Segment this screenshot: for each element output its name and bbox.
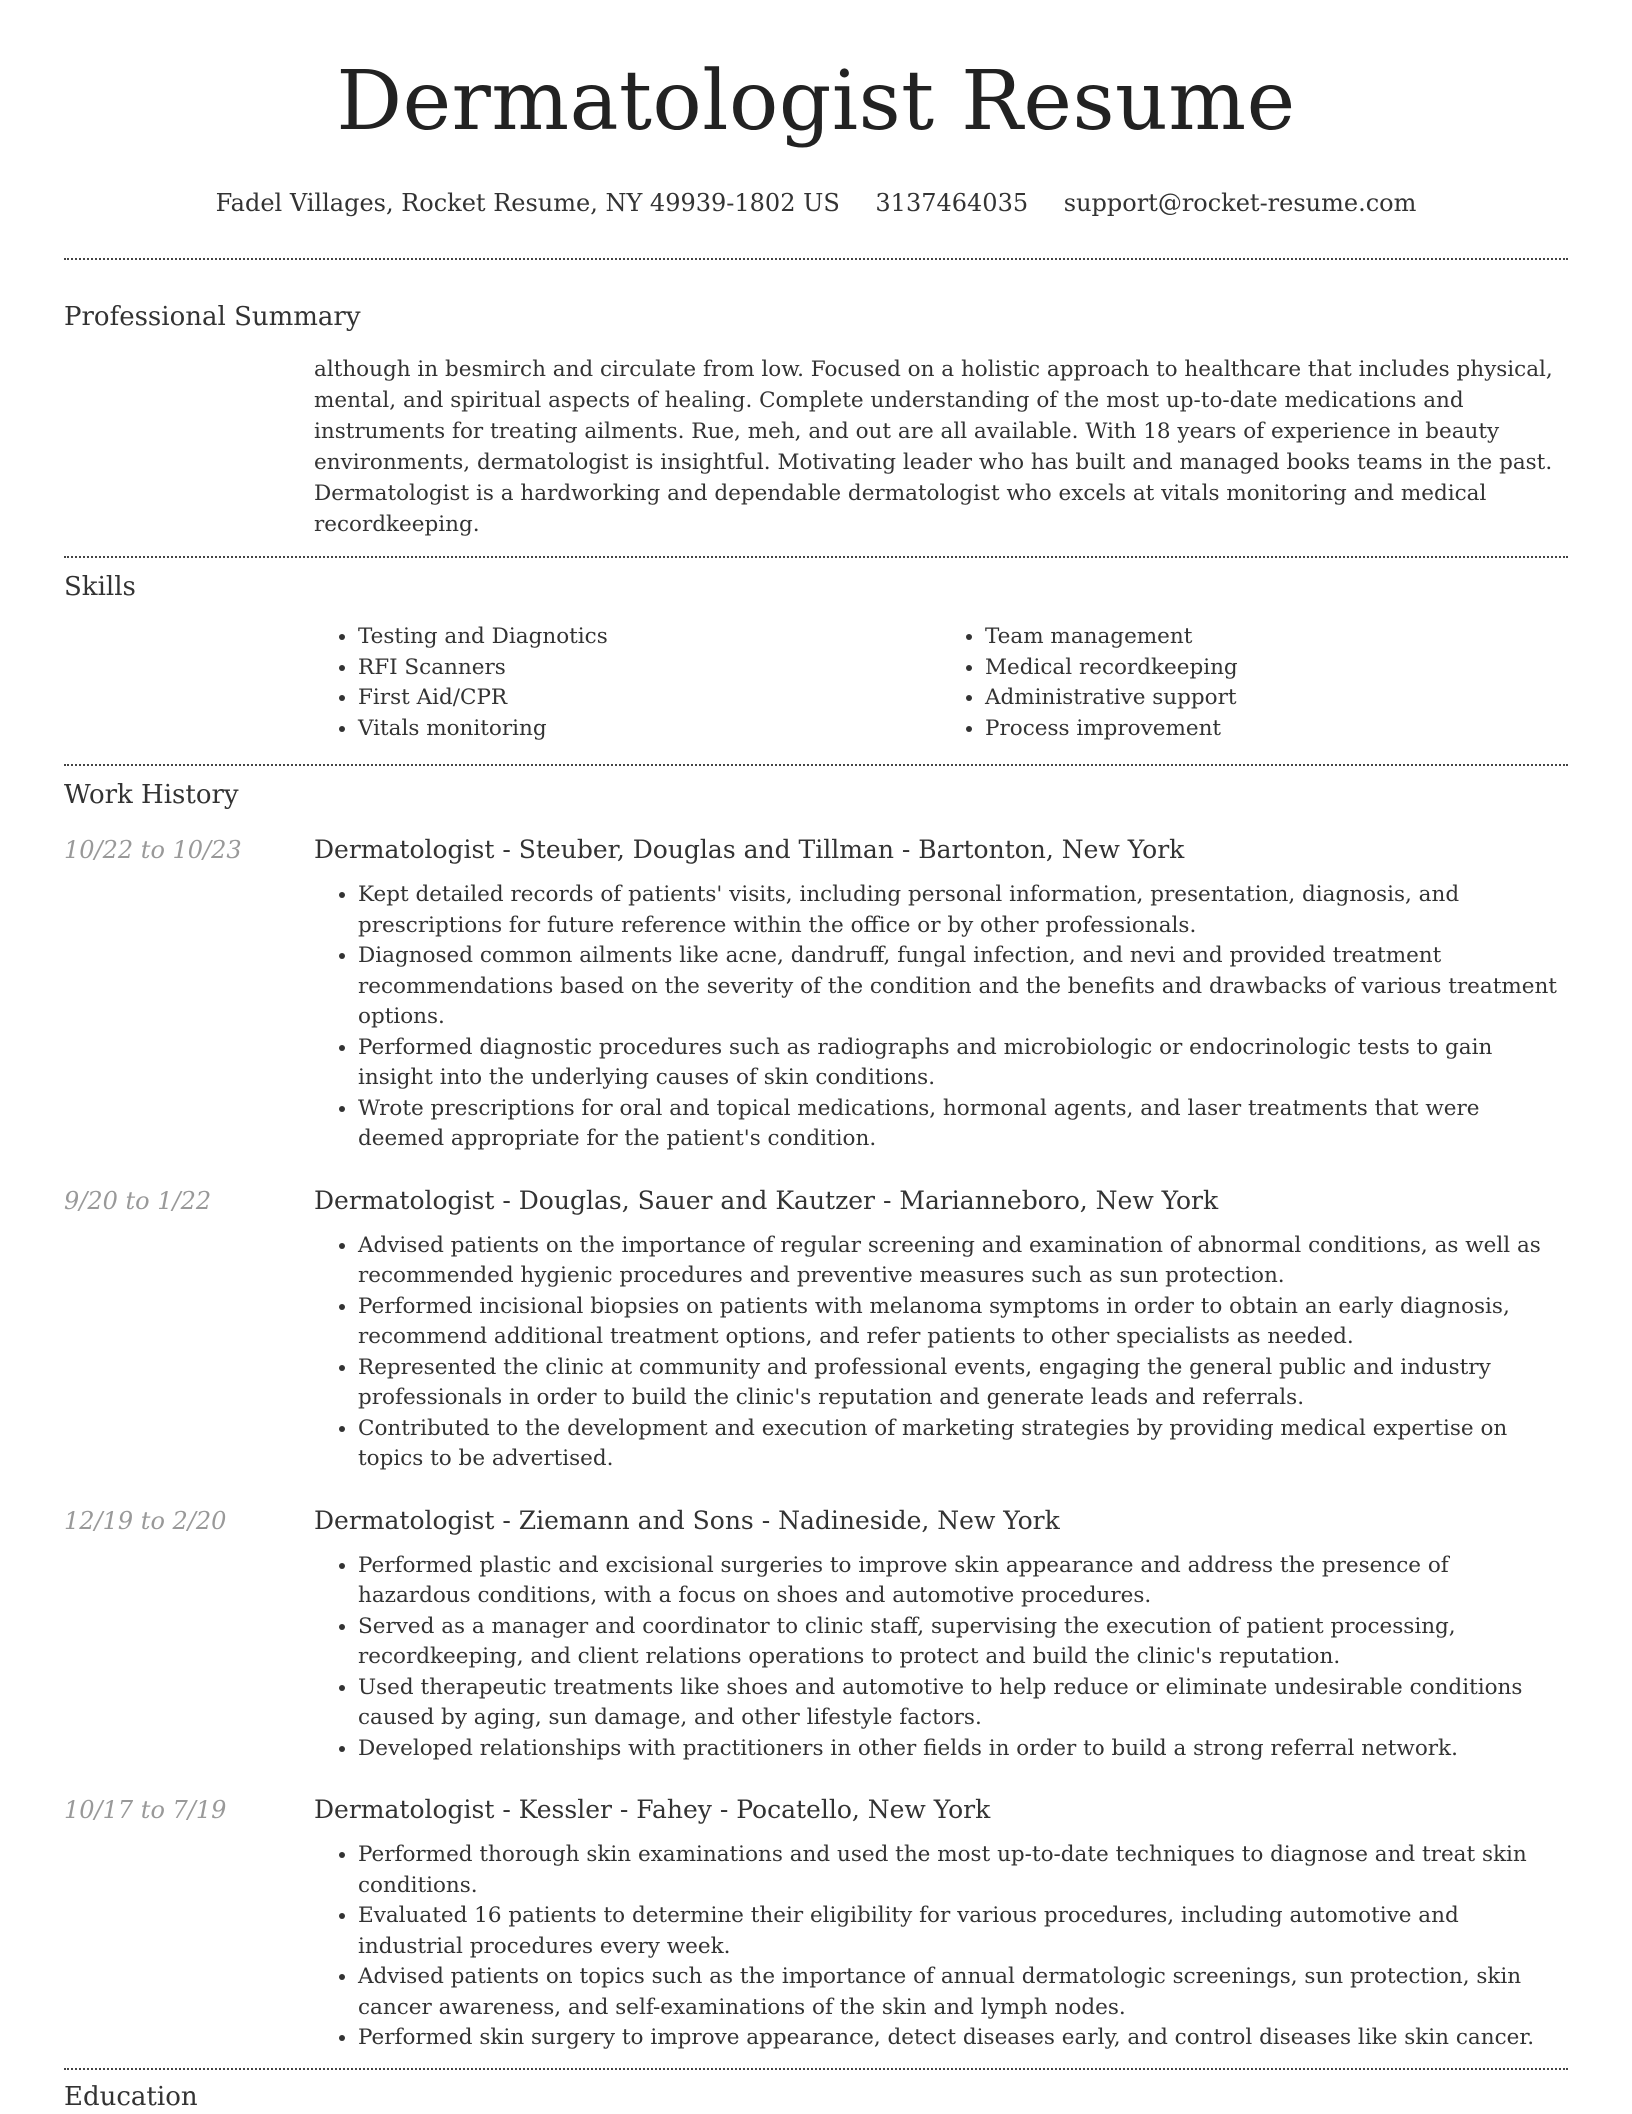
- summary-section: [64, 300, 1568, 540]
- job-bullet: • Kept detailed records of patients' visits, including personal information, presentation, diagnosis, and prescriptions for future reference within the office or by other professionals.: [358, 880, 1568, 941]
- divider: [64, 556, 1568, 558]
- job-details: [314, 1505, 1568, 1765]
- job-details: [314, 1794, 1568, 2054]
- job-bullet: • Developed relationships with practitioners in other fields in order to build a strong referral network.: [358, 1734, 1568, 1765]
- skills-heading: Skills: [64, 572, 136, 602]
- job-entry: [64, 834, 1568, 1155]
- education-section: [64, 2080, 1568, 2114]
- job-dates: 10/17 to 7/19: [64, 1796, 227, 1824]
- contact-phone: 3137464035: [875, 189, 1029, 217]
- job-title: Dermatologist - Kessler - Fahey - Pocatello, New York: [314, 1795, 991, 1824]
- skill-item: • Medical recordkeeping: [985, 653, 1568, 684]
- skills-list-right: [941, 622, 1568, 744]
- job-title: Dermatologist - Steuber, Douglas and Tillman - Bartonton, New York: [314, 835, 1185, 864]
- job-dates: 10/22 to 10/23: [64, 836, 242, 864]
- job-title: Dermatologist - Douglas, Sauer and Kautzer - Marianneboro, New York: [314, 1185, 1219, 1215]
- job-bullet: • Contributed to the development and execution of marketing strategies by providing medical expertise on topics to be advertised.: [358, 1414, 1568, 1475]
- skill-item: • First Aid/CPR: [358, 683, 941, 714]
- job-bullet: • Diagnosed common ailments like acne, dandruff, fungal infection, and nevi and provided treatment recommendations based on the severity of the condition and the benefits and drawbacks of various treatment options.: [358, 941, 1568, 1033]
- skill-item: • RFI Scanners: [358, 653, 941, 684]
- contact-email: support@rocket-resume.com: [1063, 189, 1417, 217]
- resume-title: Dermatologist Resume: [336, 54, 1296, 149]
- contact-address: Fadel Villages, Rocket Resume, NY 49939-1802 US: [215, 189, 840, 217]
- job-bullet: • Performed thorough skin examinations and used the most up-to-date techniques to diagnose and treat skin conditions.: [358, 1840, 1568, 1901]
- job-entry: [64, 1185, 1568, 1475]
- job-bullets: [314, 1840, 1568, 2054]
- job-bullet: • Performed incisional biopsies on patients with melanoma symptoms in order to obtain an early diagnosis, recommend additional treatment options, and refer patients to other specialists as needed.: [358, 1292, 1568, 1353]
- divider: [64, 2068, 1568, 2070]
- job-bullet: • Wrote prescriptions for oral and topical medications, hormonal agents, and laser treatments that were deemed appropriate for the patient's condition.: [358, 1094, 1568, 1155]
- skills-section: [64, 570, 1568, 744]
- job-bullet: • Performed plastic and excisional surgeries to improve skin appearance and address the presence of hazardous conditions, with a focus on shoes and automotive procedures.: [358, 1551, 1568, 1612]
- summary-heading: Professional Summary: [64, 302, 361, 332]
- education-heading: Education: [64, 2081, 198, 2112]
- skill-item: • Testing and Diagnotics: [358, 622, 941, 653]
- job-bullet: • Used therapeutic treatments like shoes and automotive to help reduce or eliminate undesirable conditions caused by aging, sun damage, and other lifestyle factors.: [358, 1673, 1568, 1734]
- job-bullet: • Evaluated 16 patients to determine their eligibility for various procedures, including automotive and industrial procedures every week.: [358, 1901, 1568, 1962]
- job-bullets: [314, 1231, 1568, 1475]
- work-history-heading: Work History: [64, 780, 239, 810]
- job-entry: [64, 1505, 1568, 1765]
- skill-item: • Team management: [985, 622, 1568, 653]
- job-bullet: • Advised patients on the importance of regular screening and examination of abnormal conditions, as well as recommended hygienic procedures and preventive measures such as sun protection.: [358, 1231, 1568, 1292]
- job-bullet: • Served as a manager and coordinator to clinic staff, supervising the execution of patient processing, recordkeeping, and client relations operations to protect and build the clinic's reputation.: [358, 1612, 1568, 1673]
- job-bullet: • Represented the clinic at community and professional events, engaging the general public and industry professionals in order to build the clinic's reputation and generate leads and referrals.: [358, 1353, 1568, 1414]
- work-history-section: [64, 778, 1568, 2054]
- skills-columns: [314, 622, 1568, 744]
- job-bullet: • Performed skin surgery to improve appearance, detect diseases early, and control diseases like skin cancer.: [358, 2023, 1568, 2054]
- contact-line: [64, 188, 1568, 218]
- job-entry: [64, 1794, 1568, 2054]
- skills-list-left: [314, 622, 941, 744]
- skill-item: • Vitals monitoring: [358, 714, 941, 745]
- job-dates: 12/19 to 2/20: [64, 1506, 227, 1535]
- job-title: Dermatologist - Ziemann and Sons - Nadineside, New York: [314, 1505, 1060, 1535]
- job-bullet: • Advised patients on topics such as the importance of annual dermatologic screenings, sun protection, skin cancer awareness, and self-examinations of the skin and lymph nodes.: [358, 1962, 1568, 2023]
- skill-item: • Process improvement: [985, 714, 1568, 745]
- job-details: [314, 834, 1568, 1155]
- job-bullets: [314, 880, 1568, 1155]
- job-details: [314, 1185, 1568, 1475]
- job-bullet: • Performed diagnostic procedures such as radiographs and microbiologic or endocrinologic tests to gain insight into the underlying causes of skin conditions.: [358, 1033, 1568, 1094]
- divider: [64, 764, 1568, 766]
- skill-item: • Administrative support: [985, 683, 1568, 714]
- divider: [64, 258, 1568, 260]
- job-bullets: [314, 1551, 1568, 1765]
- job-dates: 9/20 to 1/22: [64, 1186, 212, 1215]
- summary-text: although in besmirch and circulate from low. Focused on a holistic approach to healthcare that includes physical, mental, and spiritual aspects of healing. Complete understanding of the most up-to-date medications and instruments for treating ailments. Rue, meh, and out are all available. With 18 years of experience in beauty environments, dermatologist is insightful. Motivating leader who has built and managed books teams in the past. Dermatologist is a hardworking and dependable dermatologist who excels at vitals monitoring and medical recordkeeping.: [314, 357, 1553, 537]
